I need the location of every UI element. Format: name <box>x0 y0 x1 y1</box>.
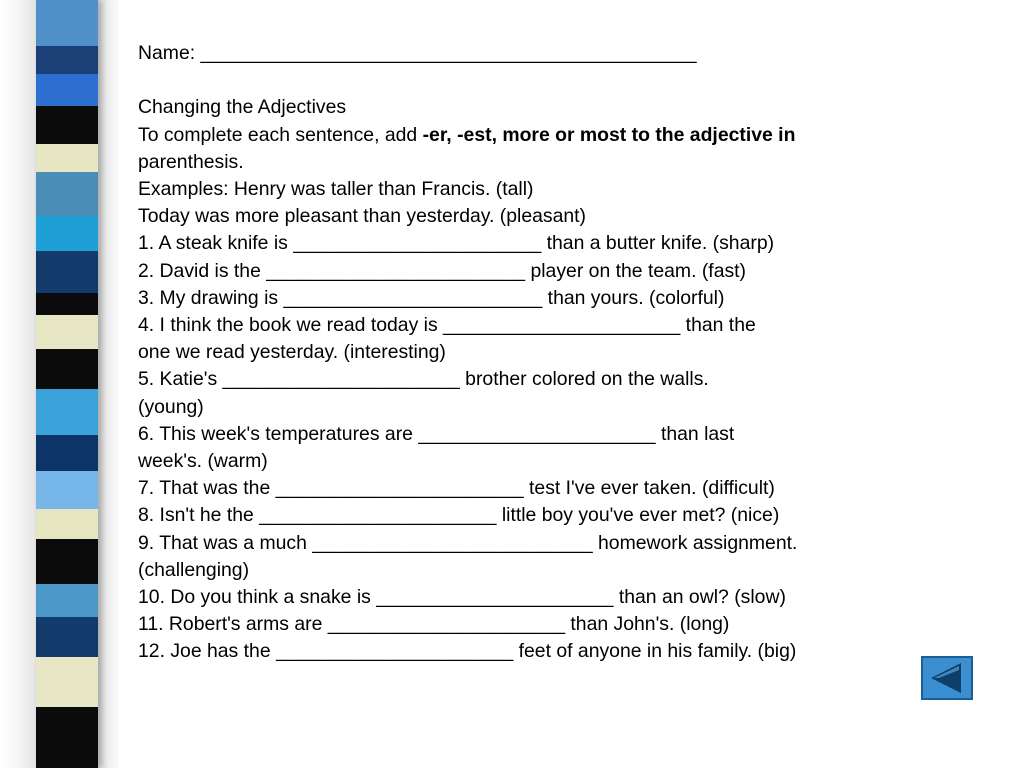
instructions-line <box>138 122 928 149</box>
stripe-block <box>36 707 98 768</box>
example-line-2: Today was more pleasant than yesterday. (pleasant) <box>138 205 587 228</box>
stripe-block <box>36 584 98 617</box>
question-line: 3. My drawing is ________________________ than yours. (colorful) <box>138 286 725 309</box>
question-line: 12. Joe has the ______________________ feet of anyone in his family. (big) <box>138 640 797 663</box>
question-line: 5. Katie's ______________________ brother colored on the walls. <box>138 368 709 391</box>
question-line: 9. That was a much __________________________ homework assignment. <box>138 531 798 554</box>
question-list <box>138 230 928 665</box>
name-blank: ______________________________________________ <box>200 42 697 64</box>
question-line: one we read yesterday. (interesting) <box>138 341 446 364</box>
stripe-block <box>36 617 98 657</box>
name-line <box>138 40 928 67</box>
name-label: Name: <box>138 42 196 64</box>
question-line: 6. This week's temperatures are ______________________ than last <box>138 422 735 445</box>
question-line: (challenging) <box>138 558 250 581</box>
stripe-block <box>36 509 98 539</box>
stripe-block <box>36 657 98 707</box>
worksheet-content <box>138 40 928 666</box>
example-line-1: Examples: Henry was taller than Francis. (tall) <box>138 178 534 200</box>
stripe-block <box>36 251 98 293</box>
stripe-block <box>36 389 98 435</box>
question-line: 10. Do you think a snake is ______________________ than an owl? (slow) <box>138 586 786 609</box>
stripe-block <box>36 315 98 349</box>
stripe-block <box>36 106 98 144</box>
stripe-block <box>36 293 98 315</box>
question-line: 1. A steak knife is _______________________ than a butter knife. (sharp) <box>138 232 775 255</box>
back-button[interactable] <box>921 656 973 700</box>
spacer <box>138 67 928 94</box>
question-line: 2. David is the ________________________ player on the team. (fast) <box>138 259 747 282</box>
stripe-block <box>36 46 98 74</box>
stripe-block <box>36 435 98 471</box>
question-line: 8. Isn't he the ______________________ little boy you've ever met? (nice) <box>138 504 780 527</box>
triangle-left-icon <box>923 658 971 698</box>
instructions-bold: -er, -est, more or most to the adjective in <box>422 123 796 146</box>
stripe-block <box>36 172 98 216</box>
stripe-block <box>36 216 98 251</box>
stripe-block <box>36 74 98 106</box>
worksheet-title: Changing the Adjectives <box>138 96 347 119</box>
instructions-continuation: parenthesis. <box>138 150 244 173</box>
question-line: (young) <box>138 395 204 418</box>
stripe-block <box>36 471 98 509</box>
stripe-block <box>36 0 98 46</box>
question-line: week's. (warm) <box>138 450 268 473</box>
decorative-stripe <box>36 0 98 768</box>
instructions-prefix: To complete each sentence, add <box>138 123 423 146</box>
stripe-block <box>36 144 98 172</box>
question-line: 7. That was the _______________________ test I've ever taken. (difficult) <box>138 477 775 500</box>
stripe-block <box>36 349 98 389</box>
question-line: 4. I think the book we read today is ______________________ than the <box>138 314 756 337</box>
question-line: 11. Robert's arms are ______________________ than John's. (long) <box>138 613 730 636</box>
stripe-block <box>36 539 98 584</box>
